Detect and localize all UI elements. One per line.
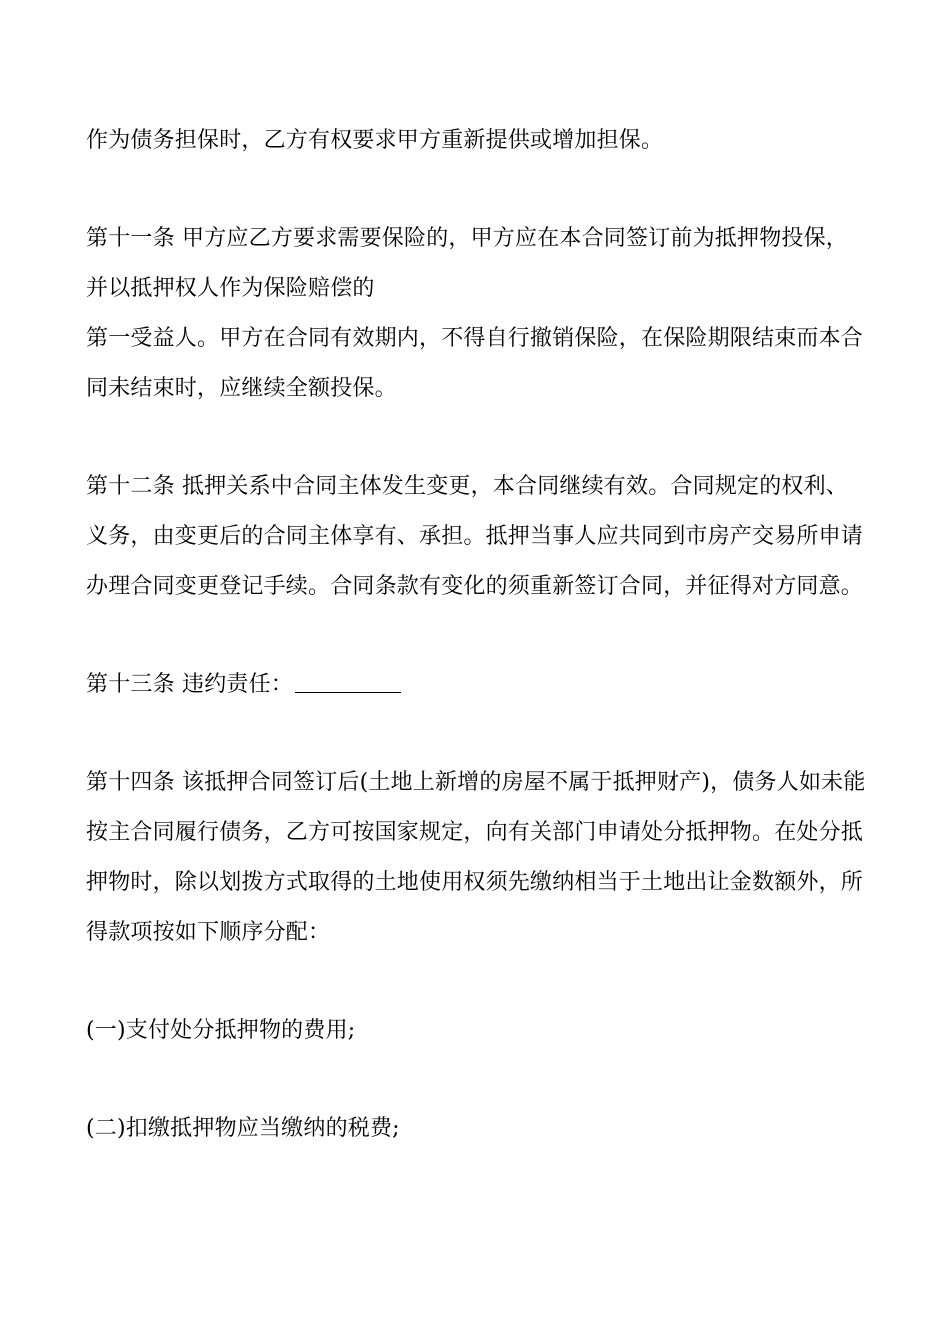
paragraph-spacer (86, 166, 866, 214)
paragraph-spacer (86, 958, 866, 1006)
article-11-beneficiary: 第一受益人。甲方在合同有效期内，不得自行撤销保险，在保险期限结束而本合同未结束时，应继续全额投保。 (86, 326, 864, 401)
article-11-insurance: 第十一条 甲方应乙方要求需要保险的，甲方应在本合同签订前为抵押物投保，并以抵押权人作为保险赔偿的 (86, 226, 848, 301)
list-item-disposal-cost: (一)支付处分抵押物的费用; (86, 1018, 356, 1043)
article-14-disposal: 第十四条 该抵押合同签订后(土地上新增的房屋不属于抵押财产)，债务人如未能按主合同履行债务，乙方可按国家规定，向有关部门申请处分抵押物。在处分抵押物时，除以划拨方式取得的土地使用权须先缴纳相当于土地出让金数额外，所得款项按如下顺序分配： (86, 770, 866, 945)
fill-in-blank (295, 666, 401, 693)
list-item-tax-payment: (二)扣缴抵押物应当缴纳的税费; (86, 1116, 400, 1141)
paragraph-spacer (86, 710, 866, 758)
document-body (86, 116, 866, 1154)
article-12-subject-change: 第十二条 抵押关系中合同主体发生变更，本合同继续有效。合同规定的权利、义务，由变更后的合同主体享有、承担。抵押当事人应共同到市房产交易所申请办理合同变更登记手续。合同条款有变化的须重新签订合同，并征得对方同意。 (86, 474, 864, 599)
paragraph-spacer (86, 414, 866, 462)
paragraph-spacer (86, 1056, 866, 1104)
article-13-label: 第十三条 违约责任： (86, 672, 293, 697)
article-13-liability (86, 660, 866, 710)
paragraph-guarantee-requirement: 作为债务担保时，乙方有权要求甲方重新提供或增加担保。 (86, 128, 664, 153)
paragraph-spacer (86, 612, 866, 660)
